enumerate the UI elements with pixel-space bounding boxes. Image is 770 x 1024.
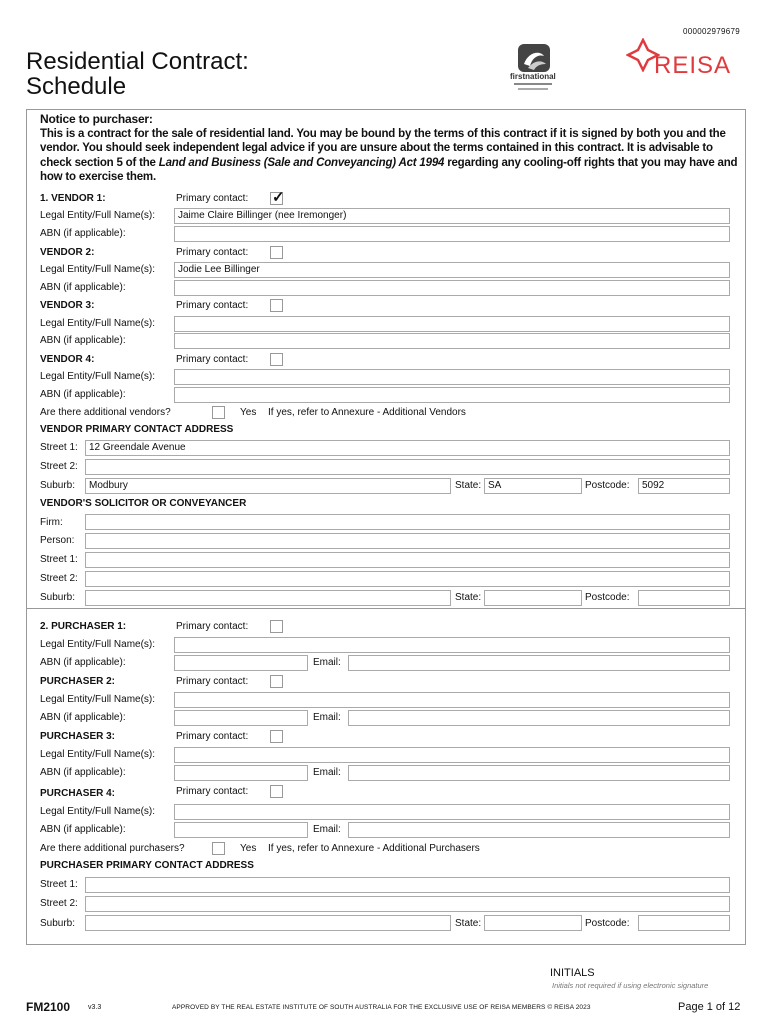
purchaser-1-abn-field[interactable] (174, 655, 308, 671)
purchaser-2-name-label: Legal Entity/Full Name(s): (40, 694, 156, 705)
notice-body-1: This is a contract for the sale of residential land. You may be bound by the terms of this contract if it is signed by both you and the vendor. You should seek independent legal advice if you are unsure about the terms contained in this contract. It is advisable to check section 5 of the (40, 127, 726, 169)
vendor-street2-field[interactable] (85, 459, 730, 475)
purchaser-3-primary-label: Primary contact: (176, 731, 249, 742)
purchaser-2-heading: PURCHASER 2: (40, 676, 116, 687)
purchaser-1-name-field[interactable] (174, 637, 730, 653)
vendor-2-heading: VENDOR 2: (40, 247, 95, 258)
solicitor-person-field[interactable] (85, 533, 730, 549)
vendor-2-primary-label: Primary contact: (176, 247, 249, 258)
additional-purchasers-note: If yes, refer to Annexure - Additional Purchasers (268, 843, 480, 854)
purchaser-3-heading: PURCHASER 3: (40, 731, 116, 742)
vendor-postcode-field[interactable]: 5092 (638, 478, 730, 494)
vendor-2-name-label: Legal Entity/Full Name(s): (40, 264, 156, 275)
purchaser-1-name-label: Legal Entity/Full Name(s): (40, 639, 156, 650)
vendor-postcode-label: Postcode: (585, 480, 630, 491)
initials-note: Initials not required if using electronic signature (552, 981, 709, 990)
vendor-street1-label: Street 1: (40, 442, 78, 453)
vendor-street1-field[interactable]: 12 Greendale Avenue (85, 440, 730, 456)
vendor-state-field[interactable]: SA (484, 478, 582, 494)
purchaser-1-heading: 2. PURCHASER 1: (40, 621, 127, 632)
purchaser-suburb-field[interactable] (85, 915, 451, 931)
vendor-street2-label: Street 2: (40, 461, 78, 472)
solicitor-state-field[interactable] (484, 590, 582, 606)
vendor-1-primary-label: Primary contact: (176, 193, 249, 204)
vendor-1-name-label: Legal Entity/Full Name(s): (40, 210, 156, 221)
vendor-4-name-label: Legal Entity/Full Name(s): (40, 371, 156, 382)
solicitor-street2-label: Street 2: (40, 573, 78, 584)
vendor-2-abn-field[interactable] (174, 280, 730, 296)
purchaser-state-label: State: (455, 918, 482, 929)
vendor-4-abn-field[interactable] (174, 387, 730, 403)
solicitor-firm-field[interactable] (85, 514, 730, 530)
purchaser-state-field[interactable] (484, 915, 582, 931)
approval-notice: APPROVED BY THE REAL ESTATE INSTITUTE OF SOUTH AUSTRALIA FOR THE EXCLUSIVE USE OF REISA MEMBERS © REISA 2023 (172, 1004, 591, 1011)
purchaser-postcode-field[interactable] (638, 915, 730, 931)
solicitor-postcode-field[interactable] (638, 590, 730, 606)
purchaser-2-primary-checkbox[interactable] (270, 675, 283, 688)
additional-vendors-note: If yes, refer to Annexure - Additional Vendors (268, 407, 466, 418)
purchaser-2-name-field[interactable] (174, 692, 730, 708)
vendor-1-name-field[interactable]: Jaime Claire Billinger (nee Iremonger) (174, 208, 730, 224)
purchaser-address-heading: PURCHASER PRIMARY CONTACT ADDRESS (40, 860, 254, 871)
purchaser-street2-field[interactable] (85, 896, 730, 912)
purchaser-1-email-label: Email: (313, 657, 341, 668)
vendor-address-heading: VENDOR PRIMARY CONTACT ADDRESS (40, 424, 234, 435)
purchaser-1-primary-label: Primary contact: (176, 621, 249, 632)
additional-purchasers-yes-label: Yes (240, 843, 257, 854)
solicitor-street1-label: Street 1: (40, 554, 78, 565)
document-number: 000002979679 (683, 27, 740, 36)
solicitor-person-label: Person: (40, 535, 75, 546)
purchaser-4-name-field[interactable] (174, 804, 730, 820)
vendor-solicitor-heading: VENDOR'S SOLICITOR OR CONVEYANCER (40, 498, 247, 509)
initials-label: INITIALS (550, 967, 595, 979)
page-number: Page 1 of 12 (678, 1001, 741, 1013)
purchaser-2-primary-label: Primary contact: (176, 676, 249, 687)
purchaser-street2-label: Street 2: (40, 898, 78, 909)
purchaser-1-email-field[interactable] (348, 655, 730, 671)
title-line-1: Residential Contract: (26, 48, 249, 75)
purchaser-1-primary-checkbox[interactable] (270, 620, 283, 633)
form-version: v3.3 (88, 1004, 102, 1011)
vendor-1-heading: 1. VENDOR 1: (40, 193, 106, 204)
vendor-suburb-label: Suburb: (40, 480, 76, 491)
additional-vendors-checkbox[interactable] (212, 406, 225, 419)
purchaser-postcode-label: Postcode: (585, 918, 630, 929)
page-title (26, 49, 249, 99)
vendor-4-abn-label: ABN (if applicable): (40, 389, 126, 400)
solicitor-street1-field[interactable] (85, 552, 730, 568)
additional-vendors-question: Are there additional vendors? (40, 407, 171, 418)
vendor-3-abn-field[interactable] (174, 333, 730, 349)
form-code: FM2100 (26, 1000, 71, 1014)
purchaser-4-heading: PURCHASER 4: (40, 788, 116, 799)
firstnational-logo (506, 42, 562, 94)
purchaser-2-email-field[interactable] (348, 710, 730, 726)
firstnational-wordmark: firstnational (510, 72, 556, 81)
reisa-wordmark: REISA (654, 52, 732, 79)
purchaser-3-name-field[interactable] (174, 747, 730, 763)
purchaser-4-abn-field[interactable] (174, 822, 308, 838)
vendor-suburb-field[interactable]: Modbury (85, 478, 451, 494)
purchaser-4-email-label: Email: (313, 824, 341, 835)
purchaser-street1-label: Street 1: (40, 879, 78, 890)
vendor-2-abn-label: ABN (if applicable): (40, 282, 126, 293)
title-line-2: Schedule (26, 73, 127, 100)
purchaser-3-abn-field[interactable] (174, 765, 308, 781)
purchaser-3-name-label: Legal Entity/Full Name(s): (40, 749, 156, 760)
vendor-3-primary-checkbox[interactable] (270, 299, 283, 312)
vendor-2-name-field[interactable]: Jodie Lee Billinger (174, 262, 730, 278)
reisa-logo (626, 38, 736, 84)
vendor-4-primary-checkbox[interactable] (270, 353, 283, 366)
solicitor-postcode-label: Postcode: (585, 592, 630, 603)
solicitor-suburb-field[interactable] (85, 590, 451, 606)
purchaser-street1-field[interactable] (85, 877, 730, 893)
notice-heading: Notice to purchaser: (40, 112, 153, 126)
notice-act-name: Land and Business (Sale and Conveyancing) Act 1994 (158, 156, 445, 169)
solicitor-street2-field[interactable] (85, 571, 730, 587)
vendor-3-heading: VENDOR 3: (40, 300, 95, 311)
purchaser-1-abn-label: ABN (if applicable): (40, 657, 126, 668)
vendor-3-abn-label: ABN (if applicable): (40, 335, 126, 346)
solicitor-suburb-label: Suburb: (40, 592, 76, 603)
purchaser-4-abn-label: ABN (if applicable): (40, 824, 126, 835)
purchaser-3-abn-label: ABN (if applicable): (40, 767, 126, 778)
purchaser-4-email-field[interactable] (348, 822, 730, 838)
vendor-2-primary-checkbox[interactable] (270, 246, 283, 259)
additional-vendors-yes-label: Yes (240, 407, 257, 418)
vendor-3-name-label: Legal Entity/Full Name(s): (40, 318, 156, 329)
notice-body-2: regarding any cooling-off rights that you may have and how to exercise them. (40, 156, 738, 183)
additional-purchasers-question: Are there additional purchasers? (40, 843, 185, 854)
notice-to-purchaser (40, 112, 740, 185)
purchaser-2-email-label: Email: (313, 712, 341, 723)
purchaser-suburb-label: Suburb: (40, 918, 76, 929)
vendor-1-abn-field[interactable] (174, 226, 730, 242)
vendor-1-primary-checkbox[interactable] (270, 189, 285, 206)
purchaser-4-primary-label: Primary contact: (176, 786, 249, 797)
solicitor-firm-label: Firm: (40, 517, 63, 528)
additional-purchasers-checkbox[interactable] (212, 842, 225, 855)
purchaser-4-name-label: Legal Entity/Full Name(s): (40, 806, 156, 817)
solicitor-state-label: State: (455, 592, 482, 603)
purchaser-4-primary-checkbox[interactable] (270, 785, 283, 798)
vendor-4-heading: VENDOR 4: (40, 354, 95, 365)
vendor-3-primary-label: Primary contact: (176, 300, 249, 311)
purchaser-3-primary-checkbox[interactable] (270, 730, 283, 743)
vendor-4-primary-label: Primary contact: (176, 354, 249, 365)
vendor-1-abn-label: ABN (if applicable): (40, 228, 126, 239)
vendor-4-name-field[interactable] (174, 369, 730, 385)
vendor-state-label: State: (455, 480, 482, 491)
check-icon: ✓ (272, 189, 285, 206)
purchaser-2-abn-label: ABN (if applicable): (40, 712, 126, 723)
purchaser-2-abn-field[interactable] (174, 710, 308, 726)
purchaser-3-email-field[interactable] (348, 765, 730, 781)
purchaser-3-email-label: Email: (313, 767, 341, 778)
vendor-3-name-field[interactable] (174, 316, 730, 332)
